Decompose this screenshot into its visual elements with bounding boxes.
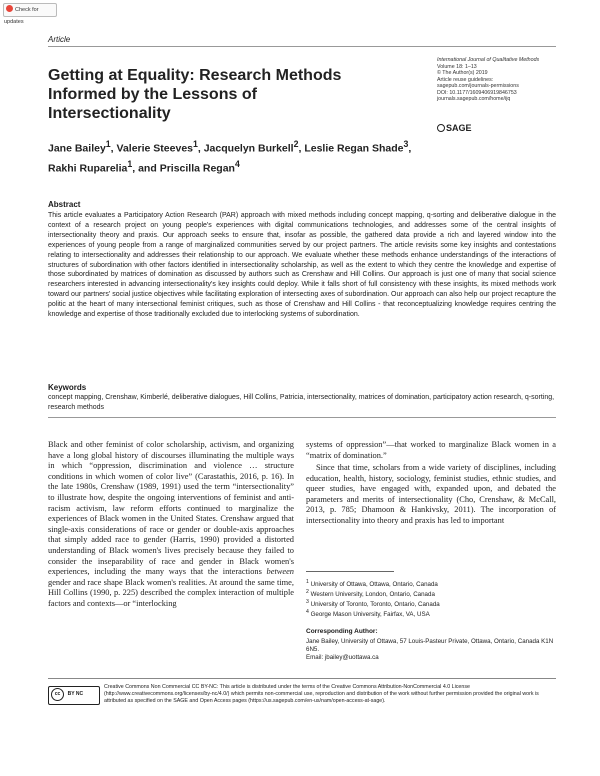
body-emphasis: between (266, 567, 294, 577)
journal-url[interactable]: journals.sagepub.com/home/ijq (437, 96, 511, 102)
author-affiliation-mark: 1 (127, 158, 133, 169)
corresponding-author-heading: Corresponding Author: (306, 628, 378, 635)
article-type-label: Article (48, 35, 71, 44)
sage-logo-text: SAGE (446, 123, 472, 133)
journal-reuse: Article reuse guidelines: (437, 76, 494, 83)
journal-name: International Journal of Qualitative Methods (437, 57, 540, 63)
affiliation-text: University of Toronto, Toronto, Ontario, Canada (310, 601, 440, 609)
affiliation-mark: 2 (306, 589, 309, 595)
license-text: Creative Commons Non Commercial CC BY-NC: This article is distributed under the terms of the Creative Commons Attribution-NonCommercial 4.0 License (http://www.creativecommons.org/licenses/by-nc/4.0/) which permits non-commercial use, reproduction and distribution of the work without further permission provided the original work is attributed as specified on the SAGE and Open Access pages (https://us.sagepub.com/en-us/nam/open-access-at-sage). (104, 684, 539, 705)
abstract-text: This article evaluates a Participatory Action Research (PAR) approach with mixed methods including concept mapping, q-sorting and deliberative dialogue in the context of a research project on young people's experiences with digital communications technologies, and addresses some of the central insights of intersectionality theory and praxis. Our approach seeks to ensure that, insofar as possible, the gathered data provide a rich and layered window into the experiences of young people from a range of marginalized communities served by our project partners. The article revisits some key insights and contestations relating to intersectionality and addresses their relationship to our approach. We evaluate whether these methods enhance understandings of the interactions of structures of subordination with other factors identified in intersectionality scholarship, as well as the extent to which they centre the knowledge and expertise of those subordinated by matrices of domination as discussed by authors such as Crenshaw and Hill Collins. Our approach is just one of many that social science researchers interested in advancing intersectionality's key insights could deploy. While it falls short of full consistency with these insights, its mixed methods work toward our partners' social justice objectives while facilitating exploration of intersecting axes of subordination. Our approach can also help our project recapture the politic at the heart of many intersectional feminist critiques, such as those of Crenshaw and Hill Collins - that reconceptualizing knowledge requires centring the knowledge and expertise of those traditionally excluded due to interlocking systems of subordination. (48, 212, 556, 319)
journal-volume: Volume 18: 1–13 (437, 63, 477, 70)
author-affiliation-mark: 2 (293, 139, 299, 149)
cc-logo-text: BY NC (67, 690, 84, 697)
affiliation-mark: 3 (306, 599, 309, 605)
author-name: Valerie Steeves (116, 142, 193, 155)
corresponding-author-details (306, 638, 556, 662)
affiliations-divider (306, 571, 394, 572)
author-affiliation-mark: 4 (234, 158, 240, 169)
affiliation-item (306, 608, 556, 619)
author-name: Leslie Regan Shade (304, 142, 404, 155)
body-column-right-second: Since that time, scholars from a wide variety of disciplines, including education, health, history, sociology, feminist studies, ethnic studies, and queer studies, have engaged with, expanded upon, and debated the parameters and merits of intersectionality (Cho, Crenshaw, & McCall, 2013, p. 785; Dhamoon & Hankivsky, 2011). The incorporation of intersectionality into theory and praxis has led to important (306, 463, 556, 525)
paper-title: Getting at Equality: Research Methods Informed by the Lessons of Intersectionality (48, 67, 342, 122)
affiliation-mark: 1 (306, 579, 309, 585)
update-icon (6, 5, 13, 12)
cc-license-logo (48, 686, 100, 705)
body-paragraph: Black and other feminist of color scholarship, activism, and organizing have a long global history of discourses illuminating the multiple ways in which “oppression, discrimination and violence … structure conditions in which women of color live” (Carastathis, 2016, p. 16). In the late 1980s, Crenshaw (1989, 1991) used the term “intersectionality” to illustrate how, despite the ongoing interventions of feminist and anti-racism activism, law reform efforts continued to marginalize the experiences of Black women in the United States. Crenshaw argued that single-axis considerations of race or gender or double-axis approaches that simply added race to gender (Harris, 1990) provided a distorted understanding of Black women's lives precisely because they failed to consider the inseparability of race and gender in Black women's experiences, including the many ways that the interactions (48, 440, 294, 577)
corresponding-address: Jane Bailey, University of Ottawa, 57 Louis-Pasteur Private, Ottawa, Ontario, Canada K1N 6N5. (306, 638, 554, 653)
body-column-right-first: systems of oppression”—that worked to marginalize Black women in a “matrix of domination.” (306, 440, 556, 460)
author-list: Jane Bailey$^1$, Valerie Steeves$^1$, Jacquelyn Burkell$^2$, Leslie Regan Shade$^3$, Rakhi Ruparelia$^1$, and Priscilla Regan$^4$ (48, 139, 412, 174)
badge-label: Check for updates (4, 7, 39, 25)
affiliation-text: University of Ottawa, Ottawa, Ontario, Canada (310, 581, 438, 589)
journal-copyright: © The Author(s) 2019 (437, 70, 488, 76)
body-column-left (48, 440, 294, 610)
corresponding-email[interactable]: Email: jbailey@uottawa.ca (306, 654, 379, 661)
abstract-heading: Abstract (48, 200, 81, 209)
keywords-divider (48, 417, 556, 418)
affiliation-text: George Mason University, Fairfax, VA, USA (310, 611, 430, 619)
keywords-text: concept mapping, Crenshaw, Kimberlé, deliberative dialogues, Hill Collins, Patricia, intersectionality, matrices of domination, participatory action research, q-sorting, research methods (48, 394, 555, 411)
keywords-heading: Keywords (48, 383, 87, 392)
sage-logo (437, 123, 472, 133)
sage-ring-icon (437, 124, 445, 132)
license-divider (48, 678, 556, 679)
author-affiliation-mark: 1 (105, 139, 111, 149)
author-name: Jane Bailey (48, 142, 106, 155)
author-name: Priscilla Regan (159, 162, 235, 174)
affiliation-mark: 4 (306, 609, 309, 615)
author-name: Jacquelyn Burkell (203, 142, 294, 155)
author-affiliation-mark: 3 (403, 139, 409, 149)
journal-reuse-link[interactable]: sagepub.com/journals-permissions (437, 83, 519, 89)
header-divider (48, 46, 556, 47)
check-for-updates-badge[interactable] (3, 3, 57, 25)
affiliation-text: Western University, London, Ontario, Canada (310, 591, 435, 599)
author-conjunction: and (138, 162, 157, 174)
author-name: Rakhi Ruparelia (48, 162, 128, 174)
cc-icon: cc (51, 688, 64, 701)
journal-doi[interactable]: DOI: 10.1177/1609406919846753 (437, 89, 517, 96)
journal-info (437, 57, 567, 103)
author-affiliation-mark: 1 (193, 139, 198, 149)
body-paragraph-end: gender and race shape Black women's realities. At around the same time, Hill Collins (1990, p. 225) described the complex interaction of multiple factors and contexts—or “interlocking (48, 577, 294, 608)
